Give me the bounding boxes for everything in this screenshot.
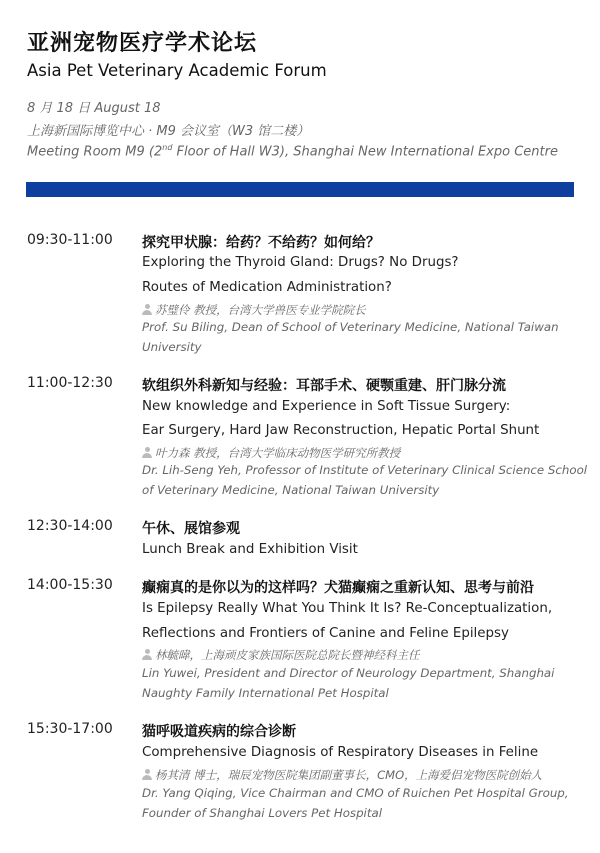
speaker-en: Prof. Su Biling, Dean of School of Veterinary Medicine, National Taiwan bbox=[142, 320, 559, 334]
speaker-cn-text: 林毓暐，上海顽皮家族国际医院总院长暨神经科主任 bbox=[155, 648, 420, 662]
session-title-en: Lunch Break and Exhibition Visit bbox=[142, 542, 358, 557]
speaker-cn-text: 叶力森 教授，台湾大学临床动物医学研究所教授 bbox=[155, 446, 401, 460]
venue-en-ordinal: nd bbox=[162, 143, 173, 152]
person-icon bbox=[142, 649, 152, 660]
venue-cn: 上海新国际博览中心 · M9 会议室（W3 馆二楼） bbox=[27, 124, 310, 139]
session-title-cn: 探究甲状腺：给药？不给药？如何给？ bbox=[142, 235, 380, 251]
session-title-en: New knowledge and Experience in Soft Tissue Surgery: bbox=[142, 399, 511, 414]
venue-en bbox=[27, 143, 558, 159]
event-date: 8 月 18 日 August 18 bbox=[27, 101, 161, 116]
session-time: 09:30-11:00 bbox=[27, 232, 113, 248]
session-title-cn: 猫呼吸道疾病的综合诊断 bbox=[142, 724, 296, 740]
speaker-en: Lin Yuwei, President and Director of Neurology Department, Shanghai bbox=[142, 666, 555, 680]
session-title-cn: 软组织外科新知与经验：耳部手术、硬颚重建、肝门脉分流 bbox=[142, 378, 506, 394]
session-time: 12:30-14:00 bbox=[27, 518, 113, 534]
session-title-en: Is Epilepsy Really What You Think It Is? Re-Conceptualization, bbox=[142, 601, 553, 616]
person-icon bbox=[142, 304, 152, 315]
speaker-en: of Veterinary Medicine, National Taiwan University bbox=[142, 483, 440, 497]
forum-title-en: Asia Pet Veterinary Academic Forum bbox=[27, 61, 327, 80]
session-time: 14:00-15:30 bbox=[27, 577, 113, 593]
session-title-en: Routes of Medication Administration? bbox=[142, 280, 392, 295]
speaker-cn bbox=[142, 445, 400, 461]
session-title-en: Ear Surgery, Hard Jaw Reconstruction, Hepatic Portal Shunt bbox=[142, 423, 540, 438]
session-title-en: Reflections and Frontiers of Canine and Feline Epilepsy bbox=[142, 626, 509, 641]
session-time: 15:30-17:00 bbox=[27, 721, 113, 737]
speaker-en: University bbox=[142, 340, 202, 354]
speaker-cn-text: 杨其清 博士，瑞辰宠物医院集团副董事长，CMO，上海爱侣宠物医院创始人 bbox=[155, 768, 543, 782]
header-divider-bar bbox=[26, 182, 574, 197]
session-title-en: Comprehensive Diagnosis of Respiratory Diseases in Feline bbox=[142, 745, 539, 760]
speaker-en: Naughty Family International Pet Hospital bbox=[142, 686, 389, 700]
forum-title-cn: 亚洲宠物医疗学术论坛 bbox=[27, 31, 258, 56]
person-icon bbox=[142, 447, 152, 458]
speaker-cn bbox=[142, 767, 542, 783]
speaker-cn-text: 苏璧伶 教授，台湾大学兽医专业学院院长 bbox=[155, 303, 366, 317]
session-title-cn: 午休、展馆参观 bbox=[142, 521, 240, 537]
venue-en-prefix: Meeting Room M9 (2 bbox=[27, 144, 163, 160]
session-title-en: Exploring the Thyroid Gland: Drugs? No Drugs? bbox=[142, 255, 459, 270]
speaker-en: Founder of Shanghai Lovers Pet Hospital bbox=[142, 806, 382, 820]
speaker-en: Dr. Lih-Seng Yeh, Professor of Institute of Veterinary Clinical Science School bbox=[142, 463, 588, 477]
session-title-cn: 癫痫真的是你以为的这样吗？犬猫癫痫之重新认知、思考与前沿 bbox=[142, 580, 534, 596]
session-time: 11:00-12:30 bbox=[27, 375, 113, 391]
speaker-cn bbox=[142, 302, 366, 318]
venue-en-suffix: Floor of Hall W3), Shanghai New International Expo Centre bbox=[172, 144, 558, 160]
speaker-cn bbox=[142, 647, 420, 663]
person-icon bbox=[142, 769, 152, 780]
speaker-en: Dr. Yang Qiqing, Vice Chairman and CMO of Ruichen Pet Hospital Group, bbox=[142, 786, 569, 800]
